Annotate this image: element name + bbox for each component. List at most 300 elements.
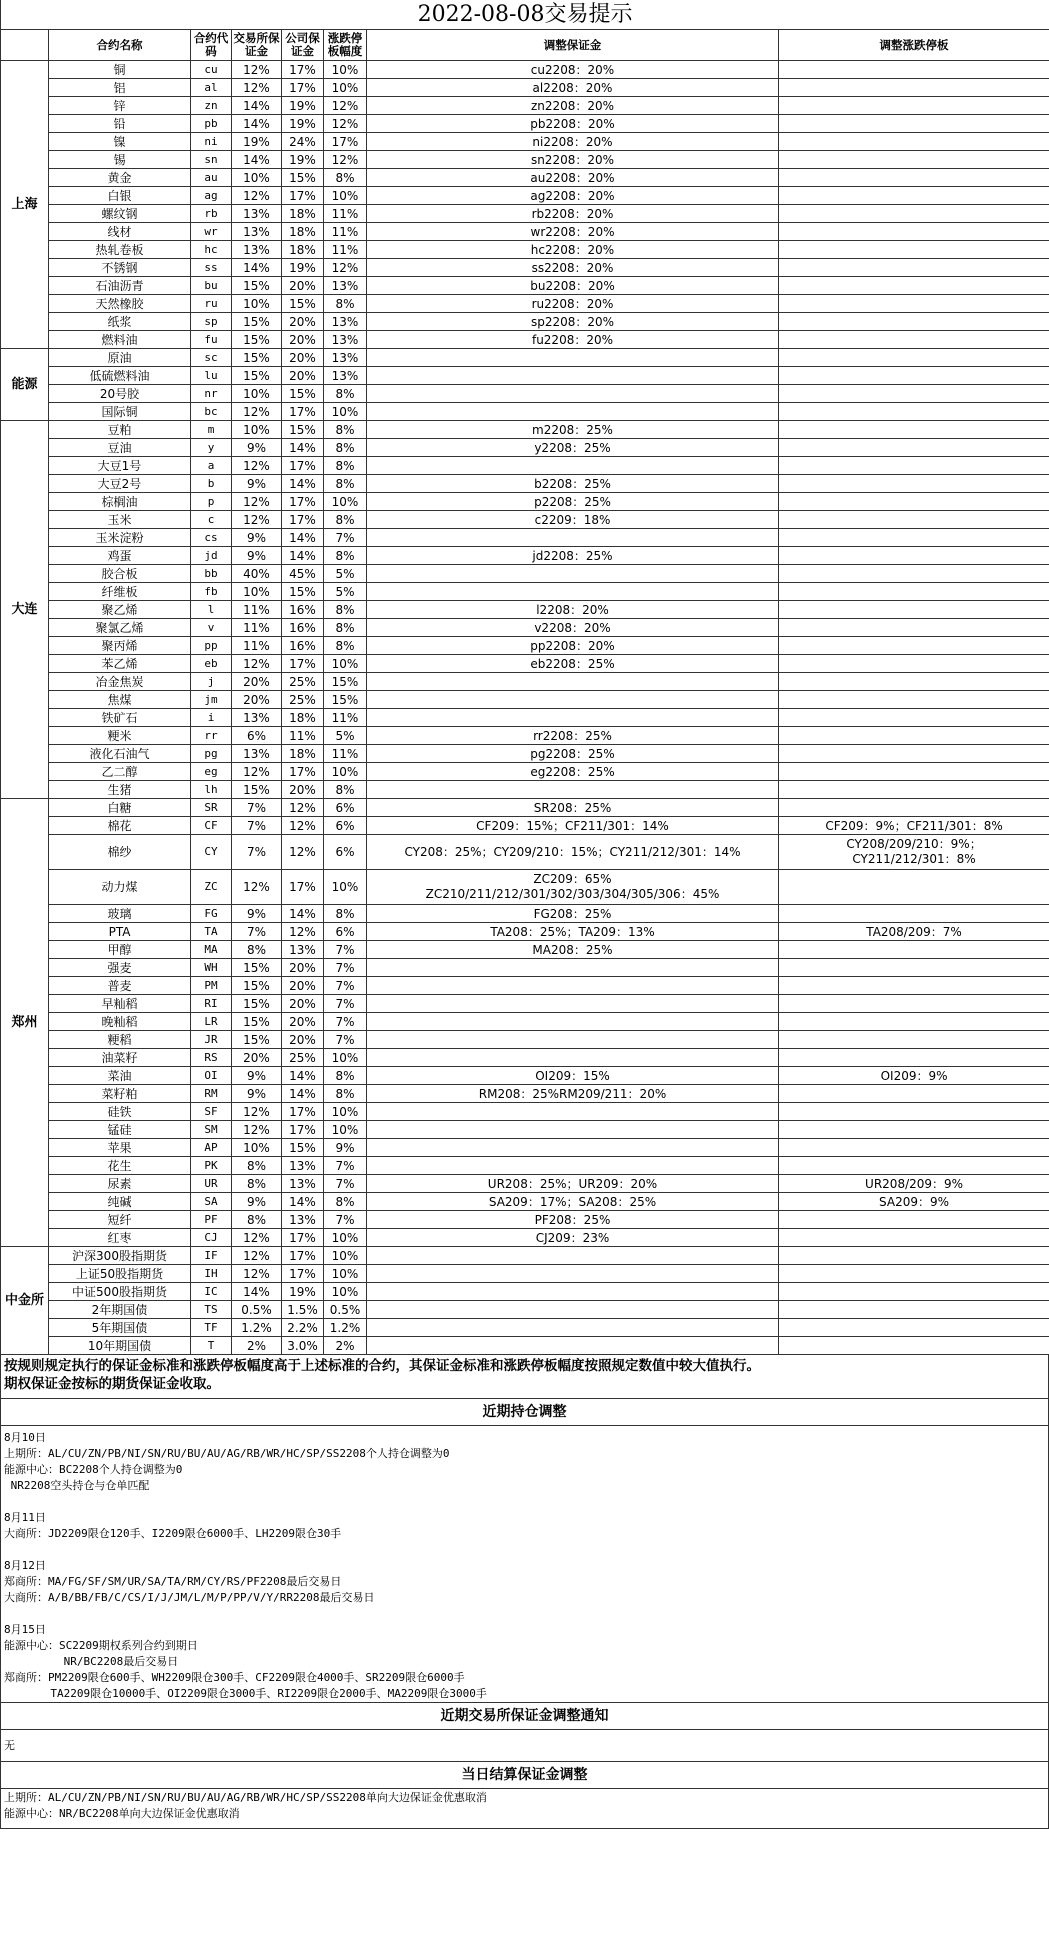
contract-code: SA [191, 1193, 232, 1211]
company-margin: 18% [282, 241, 324, 259]
contract-name: 5年期国债 [49, 1319, 191, 1337]
exchange-margin: 9% [232, 1085, 282, 1103]
contract-row [1, 583, 1049, 601]
notice-line: 8月12日 [4, 1559, 46, 1572]
contract-name: 铁矿石 [49, 709, 191, 727]
contract-code: eb [191, 655, 232, 673]
exchange-margin: 6% [232, 727, 282, 745]
adjusted-margin: hc2208：20% [367, 241, 779, 259]
contract-name: 大豆2号 [49, 475, 191, 493]
exchange-margin: 9% [232, 1067, 282, 1085]
contract-name: 棉纱 [49, 835, 191, 870]
limit-range: 5% [324, 727, 367, 745]
adjusted-limit [779, 457, 1049, 475]
contract-name: 铜 [49, 61, 191, 79]
contract-code: pp [191, 637, 232, 655]
contract-row [1, 1337, 1049, 1355]
exchange-margin: 15% [232, 959, 282, 977]
contract-row [1, 905, 1049, 923]
adjusted-margin [367, 691, 779, 709]
adjusted-limit [779, 205, 1049, 223]
adjusted-limit [779, 259, 1049, 277]
limit-range: 15% [324, 673, 367, 691]
contract-name: 乙二醇 [49, 763, 191, 781]
exchange-margin: 8% [232, 941, 282, 959]
contract-code: ag [191, 187, 232, 205]
adjusted-limit [779, 637, 1049, 655]
contract-code: lh [191, 781, 232, 799]
company-margin: 16% [282, 637, 324, 655]
contract-code: SM [191, 1121, 232, 1139]
adjusted-limit [779, 1085, 1049, 1103]
adjusted-limit [779, 1013, 1049, 1031]
exchange-margin: 15% [232, 331, 282, 349]
adjusted-margin: ag2208：20% [367, 187, 779, 205]
company-margin: 19% [282, 1283, 324, 1301]
notice-line: NR/BC2208最后交易日 [4, 1655, 179, 1668]
contract-code: eg [191, 763, 232, 781]
adjusted-margin [367, 1013, 779, 1031]
adjusted-limit [779, 691, 1049, 709]
contract-code: i [191, 709, 232, 727]
region-label: 上海 [1, 61, 49, 349]
notice-line: 上期所：AL/CU/ZN/PB/NI/SN/RU/BU/AU/AG/RB/WR/HC/SP/SS2208单向大边保证金优惠取消 [4, 1791, 487, 1804]
adjusted-margin: pg2208：25% [367, 745, 779, 763]
contract-name: 中证500股指期货 [49, 1283, 191, 1301]
contract-row [1, 1103, 1049, 1121]
limit-range: 10% [324, 1049, 367, 1067]
limit-range: 7% [324, 1031, 367, 1049]
adjusted-margin [367, 1157, 779, 1175]
header-company-margin: 公司保证金 [282, 30, 324, 61]
adjusted-limit [779, 403, 1049, 421]
contract-row [1, 1247, 1049, 1265]
contract-code: WH [191, 959, 232, 977]
region-label: 郑州 [1, 799, 49, 1247]
adjusted-limit [779, 439, 1049, 457]
contract-code: b [191, 475, 232, 493]
company-margin: 45% [282, 565, 324, 583]
company-margin: 17% [282, 511, 324, 529]
company-margin: 20% [282, 959, 324, 977]
company-margin: 20% [282, 995, 324, 1013]
contract-code: CF [191, 817, 232, 835]
contract-row [1, 1067, 1049, 1085]
exchange-margin: 12% [232, 403, 282, 421]
company-margin: 18% [282, 709, 324, 727]
contract-row [1, 817, 1049, 835]
region-label: 能源 [1, 349, 49, 421]
company-margin: 20% [282, 781, 324, 799]
company-margin: 24% [282, 133, 324, 151]
exchange-margin: 2% [232, 1337, 282, 1355]
exchange-margin: 12% [232, 1229, 282, 1247]
contract-code: wr [191, 223, 232, 241]
adjusted-margin [367, 457, 779, 475]
contract-row [1, 457, 1049, 475]
limit-range: 12% [324, 97, 367, 115]
contract-name: 铅 [49, 115, 191, 133]
contract-row [1, 691, 1049, 709]
contract-row [1, 1211, 1049, 1229]
contract-name: 国际铜 [49, 403, 191, 421]
limit-range: 8% [324, 385, 367, 403]
adjusted-margin: eg2208：25% [367, 763, 779, 781]
company-margin: 20% [282, 331, 324, 349]
company-margin: 2.2% [282, 1319, 324, 1337]
limit-range: 7% [324, 1157, 367, 1175]
adjusted-margin [367, 1265, 779, 1283]
adjusted-margin [367, 565, 779, 583]
company-margin: 14% [282, 475, 324, 493]
contract-code: lu [191, 367, 232, 385]
adjusted-margin [367, 1031, 779, 1049]
adjusted-limit [779, 511, 1049, 529]
contract-row [1, 727, 1049, 745]
company-margin: 20% [282, 277, 324, 295]
exchange-margin: 20% [232, 673, 282, 691]
contract-row [1, 277, 1049, 295]
contract-name: 铝 [49, 79, 191, 97]
adjusted-margin: sn2208：20% [367, 151, 779, 169]
contract-name: 甲醇 [49, 941, 191, 959]
adjusted-margin: pp2208：20% [367, 637, 779, 655]
company-margin: 3.0% [282, 1337, 324, 1355]
exchange-margin: 14% [232, 1283, 282, 1301]
contract-code: SR [191, 799, 232, 817]
contract-code: MA [191, 941, 232, 959]
limit-range: 11% [324, 205, 367, 223]
contract-name: 锡 [49, 151, 191, 169]
exchange-margin: 8% [232, 1211, 282, 1229]
exchange-margin: 14% [232, 97, 282, 115]
header-contract-code: 合约代码 [191, 30, 232, 61]
notice-line: 能源中心：NR/BC2208单向大边保证金优惠取消 [4, 1807, 240, 1820]
contract-row [1, 619, 1049, 637]
limit-range: 10% [324, 493, 367, 511]
adjusted-margin: fu2208：20% [367, 331, 779, 349]
limit-range: 5% [324, 583, 367, 601]
adjusted-limit [779, 1211, 1049, 1229]
company-margin: 18% [282, 745, 324, 763]
margin-notice-title: 近期交易所保证金调整通知 [0, 1703, 1049, 1730]
company-margin: 20% [282, 1013, 324, 1031]
company-margin: 25% [282, 691, 324, 709]
company-margin: 13% [282, 1175, 324, 1193]
contract-code: sc [191, 349, 232, 367]
contract-row [1, 1301, 1049, 1319]
adjusted-limit: CF209：9%；CF211/301：8% [779, 817, 1049, 835]
exchange-margin: 12% [232, 870, 282, 905]
contract-name: 线材 [49, 223, 191, 241]
contract-name: 油菜籽 [49, 1049, 191, 1067]
exchange-margin: 15% [232, 349, 282, 367]
contract-name: 焦煤 [49, 691, 191, 709]
contract-name: 菜籽粕 [49, 1085, 191, 1103]
contract-row [1, 941, 1049, 959]
company-margin: 14% [282, 547, 324, 565]
contract-code: OI [191, 1067, 232, 1085]
exchange-margin: 0.5% [232, 1301, 282, 1319]
exchange-margin: 14% [232, 151, 282, 169]
contract-row [1, 1283, 1049, 1301]
contract-code: bb [191, 565, 232, 583]
adjusted-margin: OI209：15% [367, 1067, 779, 1085]
contract-code: au [191, 169, 232, 187]
limit-range: 10% [324, 403, 367, 421]
adjusted-margin: sp2208：20% [367, 313, 779, 331]
contract-row [1, 637, 1049, 655]
region-label: 中金所 [1, 1247, 49, 1355]
adjusted-limit [779, 1301, 1049, 1319]
company-margin: 14% [282, 905, 324, 923]
adjusted-limit [779, 1139, 1049, 1157]
adjusted-limit [779, 709, 1049, 727]
contract-row [1, 187, 1049, 205]
contract-name: 白糖 [49, 799, 191, 817]
contract-name: 豆油 [49, 439, 191, 457]
adjusted-margin [367, 1301, 779, 1319]
contract-code: PF [191, 1211, 232, 1229]
contract-row [1, 421, 1049, 439]
limit-range: 8% [324, 421, 367, 439]
company-margin: 12% [282, 923, 324, 941]
limit-range: 6% [324, 835, 367, 870]
company-margin: 14% [282, 1193, 324, 1211]
exchange-margin: 13% [232, 709, 282, 727]
limit-range: 8% [324, 547, 367, 565]
limit-range: 10% [324, 1103, 367, 1121]
contract-row [1, 385, 1049, 403]
exchange-margin: 13% [232, 241, 282, 259]
notice-line: 郑商所：MA/FG/SF/SM/UR/SA/TA/RM/CY/RS/PF2208最后交易日 [4, 1575, 342, 1588]
contract-code: jd [191, 547, 232, 565]
adjusted-margin: jd2208：25% [367, 547, 779, 565]
company-margin: 17% [282, 763, 324, 781]
adjusted-limit [779, 169, 1049, 187]
exchange-margin: 15% [232, 977, 282, 995]
contract-row [1, 1139, 1049, 1157]
adjusted-limit [779, 493, 1049, 511]
contract-row [1, 995, 1049, 1013]
adjusted-margin [367, 673, 779, 691]
adjusted-margin [367, 349, 779, 367]
exchange-margin: 9% [232, 529, 282, 547]
contract-name: 鸡蛋 [49, 547, 191, 565]
limit-range: 8% [324, 475, 367, 493]
exchange-margin: 20% [232, 691, 282, 709]
adjusted-limit [779, 959, 1049, 977]
contract-name: 锰硅 [49, 1121, 191, 1139]
contract-row [1, 977, 1049, 995]
adjusted-margin: zn2208：20% [367, 97, 779, 115]
contract-name: 冶金焦炭 [49, 673, 191, 691]
exchange-margin: 9% [232, 475, 282, 493]
contract-code: rb [191, 205, 232, 223]
rule-note-line: 期权保证金按标的期货保证金收取。 [4, 1376, 220, 1392]
limit-range: 13% [324, 277, 367, 295]
limit-range: 10% [324, 1121, 367, 1139]
contract-row [1, 403, 1049, 421]
adjusted-margin: cu2208：20% [367, 61, 779, 79]
contract-row [1, 1121, 1049, 1139]
adjusted-limit [779, 1049, 1049, 1067]
contract-row [1, 223, 1049, 241]
company-margin: 14% [282, 529, 324, 547]
contract-row [1, 331, 1049, 349]
contract-code: rr [191, 727, 232, 745]
limit-range: 12% [324, 115, 367, 133]
exchange-margin: 12% [232, 1121, 282, 1139]
contract-name: 豆粕 [49, 421, 191, 439]
contract-name: 液化石油气 [49, 745, 191, 763]
contract-row [1, 511, 1049, 529]
company-margin: 15% [282, 385, 324, 403]
exchange-margin: 10% [232, 421, 282, 439]
limit-range: 8% [324, 1193, 367, 1211]
contract-name: 20号胶 [49, 385, 191, 403]
contract-name: 白银 [49, 187, 191, 205]
adjusted-margin [367, 1139, 779, 1157]
exchange-margin: 20% [232, 1049, 282, 1067]
exchange-margin: 10% [232, 169, 282, 187]
adjusted-limit: OI209：9% [779, 1067, 1049, 1085]
contract-row [1, 61, 1049, 79]
contract-name: 棕榈油 [49, 493, 191, 511]
company-margin: 19% [282, 97, 324, 115]
exchange-margin: 1.2% [232, 1319, 282, 1337]
adjusted-limit [779, 1121, 1049, 1139]
contract-row [1, 349, 1049, 367]
exchange-margin: 15% [232, 995, 282, 1013]
limit-range: 10% [324, 1229, 367, 1247]
contract-name: 早籼稻 [49, 995, 191, 1013]
limit-range: 6% [324, 923, 367, 941]
exchange-margin: 12% [232, 655, 282, 673]
contract-code: sn [191, 151, 232, 169]
adjusted-margin: v2208：20% [367, 619, 779, 637]
notice-line: 大商所：JD2209限仓120手、I2209限仓6000手、LH2209限仓30手 [4, 1527, 342, 1540]
exchange-margin: 13% [232, 205, 282, 223]
position-section-body [0, 1426, 1049, 1703]
adjusted-margin [367, 977, 779, 995]
contract-name: 棉花 [49, 817, 191, 835]
contract-name: 玉米 [49, 511, 191, 529]
adjusted-limit [779, 977, 1049, 995]
adjusted-margin: c2209：18% [367, 511, 779, 529]
adjusted-limit [779, 870, 1049, 905]
contract-row [1, 923, 1049, 941]
adjusted-margin [367, 1283, 779, 1301]
notice-line: 郑商所：PM2209限仓600手、WH2209限仓300手、CF2209限仓4000手、SR2209限仓6000手 [4, 1671, 465, 1684]
adjusted-margin [367, 995, 779, 1013]
adjusted-limit [779, 781, 1049, 799]
limit-range: 10% [324, 655, 367, 673]
adjusted-limit [779, 905, 1049, 923]
contract-row [1, 241, 1049, 259]
adjusted-margin: p2208：25% [367, 493, 779, 511]
limit-range: 11% [324, 241, 367, 259]
limit-range: 8% [324, 781, 367, 799]
exchange-margin: 15% [232, 1013, 282, 1031]
exchange-margin: 12% [232, 763, 282, 781]
adjusted-limit [779, 61, 1049, 79]
contract-row [1, 1319, 1049, 1337]
exchange-margin: 12% [232, 457, 282, 475]
limit-range: 13% [324, 313, 367, 331]
exchange-margin: 12% [232, 1265, 282, 1283]
contract-name: PTA [49, 923, 191, 941]
company-margin: 17% [282, 1229, 324, 1247]
contract-code: pg [191, 745, 232, 763]
contract-row [1, 1193, 1049, 1211]
contract-code: al [191, 79, 232, 97]
limit-range: 8% [324, 619, 367, 637]
adjusted-limit [779, 727, 1049, 745]
adjusted-limit [779, 565, 1049, 583]
limit-range: 10% [324, 79, 367, 97]
adjusted-limit [779, 583, 1049, 601]
exchange-margin: 10% [232, 583, 282, 601]
limit-range: 10% [324, 1247, 367, 1265]
contract-code: nr [191, 385, 232, 403]
adjusted-margin: bu2208：20% [367, 277, 779, 295]
company-margin: 25% [282, 673, 324, 691]
contract-row [1, 295, 1049, 313]
exchange-margin: 9% [232, 547, 282, 565]
limit-range: 0.5% [324, 1301, 367, 1319]
contract-name: 镍 [49, 133, 191, 151]
adjusted-margin: SA209：17%；SA208：25% [367, 1193, 779, 1211]
adjusted-margin: ru2208：20% [367, 295, 779, 313]
company-margin: 15% [282, 1139, 324, 1157]
header-region [1, 30, 49, 61]
contract-row [1, 1049, 1049, 1067]
company-margin: 12% [282, 817, 324, 835]
adjusted-margin [367, 709, 779, 727]
adjusted-limit [779, 1247, 1049, 1265]
exchange-margin: 12% [232, 511, 282, 529]
contract-row [1, 115, 1049, 133]
adjusted-limit [779, 295, 1049, 313]
contract-row [1, 259, 1049, 277]
adjusted-limit [779, 745, 1049, 763]
adjusted-margin: SR208：25% [367, 799, 779, 817]
contract-name: 纯碱 [49, 1193, 191, 1211]
contract-name: 花生 [49, 1157, 191, 1175]
adjusted-margin: y2208：25% [367, 439, 779, 457]
contract-code: jm [191, 691, 232, 709]
exchange-margin: 11% [232, 619, 282, 637]
contract-code: bc [191, 403, 232, 421]
adjusted-limit [779, 619, 1049, 637]
adjusted-margin: rb2208：20% [367, 205, 779, 223]
company-margin: 17% [282, 61, 324, 79]
limit-range: 8% [324, 457, 367, 475]
exchange-margin: 11% [232, 637, 282, 655]
contract-row [1, 1157, 1049, 1175]
contract-code: RI [191, 995, 232, 1013]
contract-name: 锌 [49, 97, 191, 115]
margin-notice-body [0, 1730, 1049, 1762]
limit-range: 9% [324, 1139, 367, 1157]
page-title: 2022-08-08交易提示 [1, 0, 1049, 30]
contract-name: 热轧卷板 [49, 241, 191, 259]
adjusted-margin [367, 583, 779, 601]
exchange-margin: 11% [232, 601, 282, 619]
contract-row [1, 205, 1049, 223]
exchange-margin: 14% [232, 115, 282, 133]
